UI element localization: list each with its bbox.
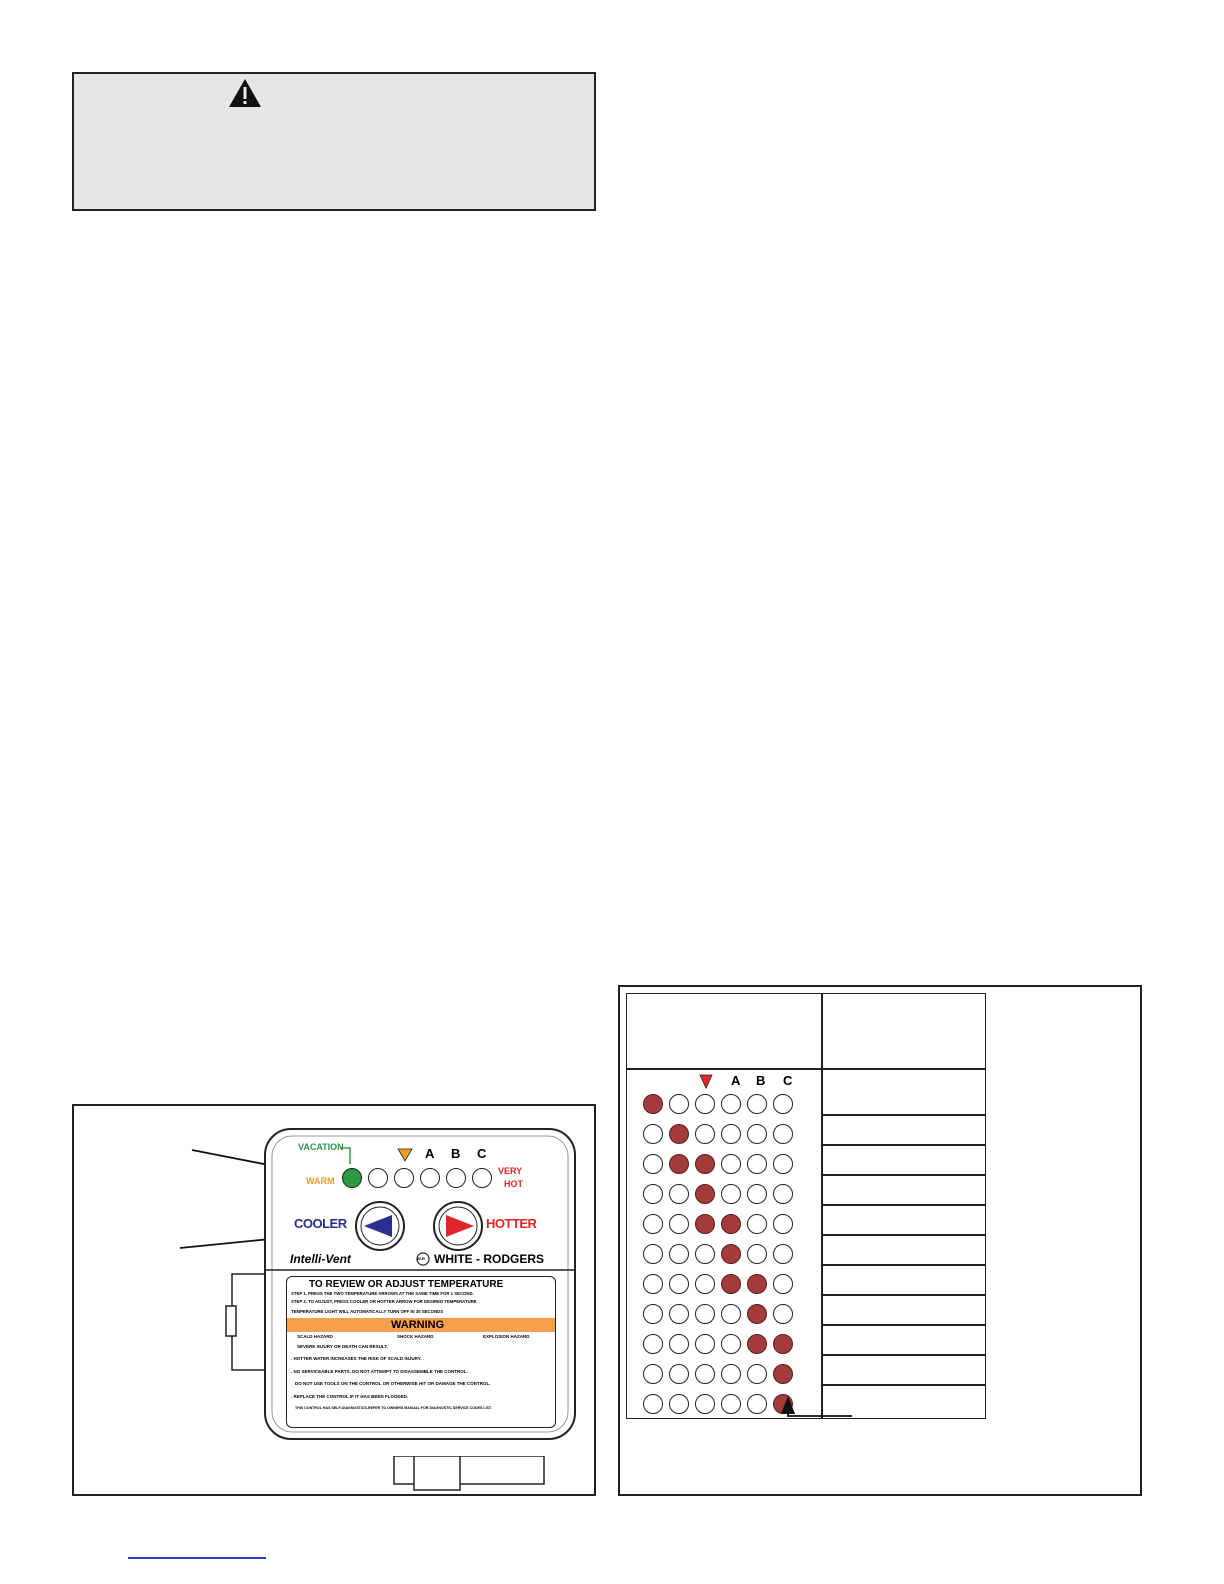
row-separator (821, 1144, 985, 1146)
led-off (721, 1334, 741, 1354)
led-off (747, 1124, 767, 1144)
led-off (643, 1124, 663, 1144)
severe-text: SEVERE INJURY OR DEATH CAN RESULT. (297, 1344, 388, 1349)
led-off (643, 1334, 663, 1354)
bullet-1: . HOTTER WATER INCREASES THE RISK OF SCALD INJURY. (291, 1356, 422, 1361)
footer-rule (128, 1557, 266, 1559)
led-table (626, 993, 986, 1419)
led-off (747, 1214, 767, 1234)
row-separator (821, 1264, 985, 1266)
vacation-label: VACATION (298, 1142, 344, 1152)
warning-stripe (287, 1318, 555, 1332)
led-off (695, 1394, 715, 1414)
led-off (695, 1364, 715, 1384)
led-lit (773, 1334, 793, 1354)
led-4 (420, 1168, 440, 1188)
led-6 (472, 1168, 492, 1188)
led-off (721, 1394, 741, 1414)
cooler-button[interactable] (354, 1200, 406, 1252)
led-lit (643, 1094, 663, 1114)
led-off (773, 1154, 793, 1174)
led-off (773, 1214, 793, 1234)
led-off (721, 1094, 741, 1114)
instruction-label (286, 1276, 556, 1428)
bullet-4: . REPLACE THE CONTROL IF IT HAS BEEN FLOODED. (291, 1394, 409, 1399)
led-off (695, 1094, 715, 1114)
row-separator (821, 1384, 985, 1386)
led-off (747, 1154, 767, 1174)
warning-box (72, 72, 596, 211)
led-off (669, 1244, 689, 1264)
led-off (721, 1364, 741, 1384)
led-lit (669, 1154, 689, 1174)
led-lit (669, 1124, 689, 1144)
led-b-label: B (451, 1146, 461, 1161)
table-header-b: B (756, 1073, 766, 1088)
led-off (669, 1364, 689, 1384)
cooler-label: COOLER (294, 1216, 347, 1231)
led-off (669, 1274, 689, 1294)
led-off (695, 1244, 715, 1264)
step-1-text: STEP 1. PRESS THE TWO TEMPERATURE ARROWS AT THE SAME TIME FOR 1 SECOND. (291, 1291, 474, 1296)
row-separator (821, 1114, 985, 1116)
row-separator (821, 1234, 985, 1236)
led-off (669, 1184, 689, 1204)
hazard-explosion: EXPLOSION HAZARD (483, 1334, 530, 1339)
bullet-3: DO NOT USE TOOLS ON THE CONTROL OR OTHERWISE HIT OR DAMAGE THE CONTROL. (295, 1381, 491, 1386)
control-panel (264, 1128, 576, 1468)
hotter-label: HOTTER (486, 1216, 537, 1231)
led-off (669, 1334, 689, 1354)
led-table-figure (618, 985, 1142, 1496)
product-name: Intelli-Vent (290, 1252, 351, 1266)
hotter-button[interactable] (432, 1200, 484, 1252)
led-off (643, 1154, 663, 1174)
led-off (669, 1394, 689, 1414)
row-separator (821, 1324, 985, 1326)
led-lit (747, 1334, 767, 1354)
warm-label: WARM (306, 1176, 335, 1186)
vacation-connector (338, 1146, 358, 1166)
led-lit (747, 1304, 767, 1324)
hazard-scald: SCALD HAZARD (297, 1334, 333, 1339)
table-header-a: A (731, 1073, 741, 1088)
led-off (721, 1184, 741, 1204)
auto-off-text: TEMPERATURE LIGHT WILL AUTOMATICALLY TURN OFF IN 30 SECONDS (291, 1309, 444, 1314)
led-lit (721, 1274, 741, 1294)
led-lit (695, 1214, 715, 1234)
led-off (695, 1304, 715, 1324)
led-lit (721, 1244, 741, 1264)
led-off (721, 1304, 741, 1324)
led-off (773, 1304, 793, 1324)
led-rows (627, 994, 985, 1418)
led-2 (368, 1168, 388, 1188)
bullet-2: . NO SERVICEABLE PARTS. DO NOT ATTEMPT TO DISASSEMBLE THE CONTROL. (291, 1369, 468, 1374)
led-lit (773, 1364, 793, 1384)
very-label: VERY (498, 1166, 523, 1176)
diagnostic-note: THIS CONTROL HAS SELF-DIAGNOSTICS-REFER TO OWNERS MANUAL FOR DIAGNOSTIC SERVICE CODES LIST. (295, 1406, 492, 1410)
led-off (643, 1184, 663, 1204)
table-header-c: C (783, 1073, 793, 1088)
led-off (773, 1274, 793, 1294)
row-separator (821, 1204, 985, 1206)
hazard-shock: SHOCK HAZARD (397, 1334, 434, 1339)
brand-name: WHITE - RODGERS (434, 1252, 544, 1266)
led-off (695, 1334, 715, 1354)
led-c-label: C (477, 1146, 487, 1161)
led-off (643, 1394, 663, 1414)
led-off (747, 1094, 767, 1114)
step-2-text: STEP 2. TO ADJUST, PRESS COOLER OR HOTTER ARROW FOR DESIRED TEMPERATURE (291, 1299, 477, 1304)
led-lit (747, 1274, 767, 1294)
led-off (721, 1124, 741, 1144)
row-separator (821, 1294, 985, 1296)
led-off (669, 1094, 689, 1114)
led-off (747, 1184, 767, 1204)
marker-triangle-icon (397, 1148, 413, 1162)
led-off (695, 1124, 715, 1144)
review-title: TO REVIEW OR ADJUST TEMPERATURE (309, 1279, 504, 1290)
led-off (643, 1274, 663, 1294)
row-separator (821, 1354, 985, 1356)
led-off (773, 1094, 793, 1114)
warning-triangle-icon (228, 78, 262, 108)
led-a-label: A (425, 1146, 435, 1161)
led-off (695, 1274, 715, 1294)
led-off (643, 1214, 663, 1234)
row-separator (821, 1174, 985, 1176)
led-5 (446, 1168, 466, 1188)
hot-label: HOT (504, 1179, 523, 1189)
led-lit (695, 1154, 715, 1174)
led-vacation-warm (342, 1168, 362, 1188)
brand-logo-text: W-R (417, 1256, 425, 1261)
led-off (773, 1124, 793, 1144)
pointer-arrow (770, 1392, 870, 1432)
led-off (643, 1304, 663, 1324)
led-off (773, 1244, 793, 1264)
led-off (643, 1364, 663, 1384)
led-3 (394, 1168, 414, 1188)
led-off (747, 1244, 767, 1264)
led-lit (695, 1184, 715, 1204)
led-off (721, 1154, 741, 1174)
led-off (669, 1214, 689, 1234)
led-off (643, 1244, 663, 1264)
led-lit (721, 1214, 741, 1234)
led-off (747, 1394, 767, 1414)
led-off (747, 1364, 767, 1384)
control-figure (72, 1104, 596, 1496)
led-off (773, 1184, 793, 1204)
led-off (669, 1304, 689, 1324)
warning-title: WARNING (391, 1319, 445, 1331)
